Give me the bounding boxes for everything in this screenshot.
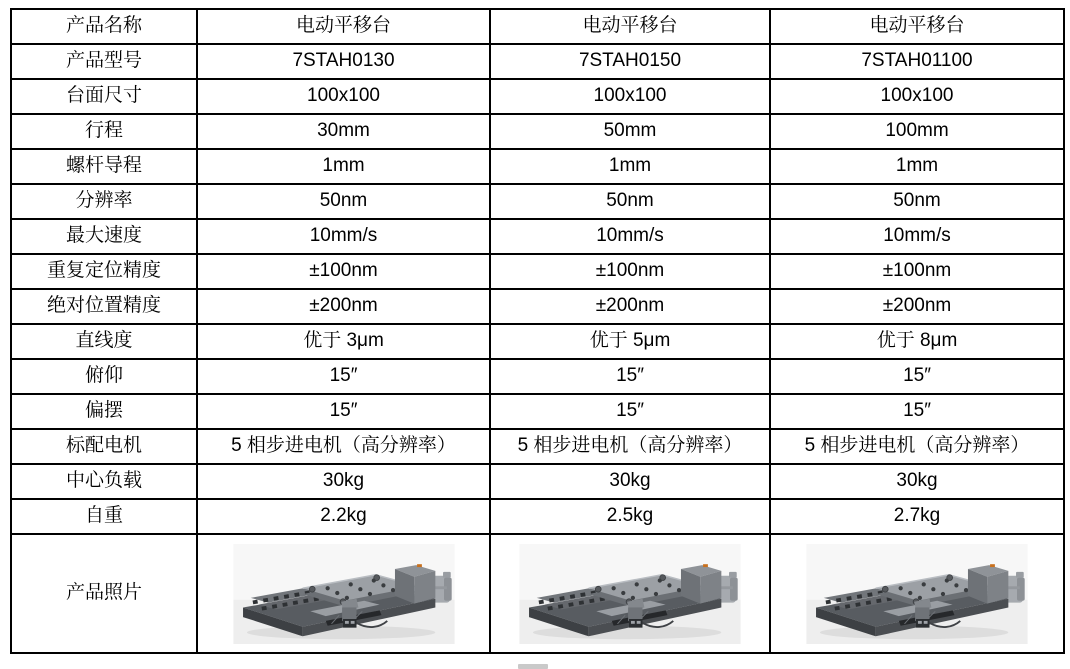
- spec-cell: ±100nm: [197, 254, 490, 289]
- spec-cell: 2.7kg: [770, 499, 1064, 534]
- row-label: 行程: [11, 114, 197, 149]
- spec-cell: 15″: [770, 359, 1064, 394]
- spec-row: [11, 289, 1064, 324]
- spec-cell: 7STAH01100: [770, 44, 1064, 79]
- spec-row: [11, 79, 1064, 114]
- spec-cell: 2.2kg: [197, 499, 490, 534]
- spec-cell: 5 相步进电机（高分辨率）: [770, 429, 1064, 464]
- spec-cell: 7STAH0130: [197, 44, 490, 79]
- spec-cell: 7STAH0150: [490, 44, 770, 79]
- spec-cell: ±100nm: [490, 254, 770, 289]
- spec-cell: 1mm: [770, 149, 1064, 184]
- spec-cell: 优于 3μm: [197, 324, 490, 359]
- spec-cell: 15″: [197, 394, 490, 429]
- spec-row: [11, 254, 1064, 289]
- spec-cell: 30mm: [197, 114, 490, 149]
- row-label: 产品照片: [11, 534, 197, 653]
- photo-row: [11, 534, 1064, 653]
- product-photo: [232, 544, 456, 644]
- spec-cell: ±200nm: [197, 289, 490, 324]
- row-label: 台面尺寸: [11, 79, 197, 114]
- row-label: 产品名称: [11, 9, 197, 44]
- spec-cell: 30kg: [770, 464, 1064, 499]
- spec-cell: 100mm: [770, 114, 1064, 149]
- row-label: 俯仰: [11, 359, 197, 394]
- spec-row: [11, 324, 1064, 359]
- spec-row: [11, 429, 1064, 464]
- spec-cell: 100x100: [770, 79, 1064, 114]
- spec-cell: 30kg: [197, 464, 490, 499]
- spec-cell: 优于 5μm: [490, 324, 770, 359]
- spec-cell: 100x100: [197, 79, 490, 114]
- product-photo-cell: [770, 534, 1064, 653]
- product-photo: [518, 544, 742, 644]
- spec-row: [11, 464, 1064, 499]
- spec-cell: 电动平移台: [197, 9, 490, 44]
- row-label: 最大速度: [11, 219, 197, 254]
- spec-cell: 电动平移台: [770, 9, 1064, 44]
- spec-cell: 30kg: [490, 464, 770, 499]
- spec-row: [11, 394, 1064, 429]
- spec-row: [11, 44, 1064, 79]
- spec-row: [11, 149, 1064, 184]
- product-photo-cell: [197, 534, 490, 653]
- product-photo: [805, 544, 1029, 644]
- spec-cell: 15″: [197, 359, 490, 394]
- product-spec-table: [10, 8, 1065, 654]
- spec-cell: 5 相步进电机（高分辨率）: [490, 429, 770, 464]
- spec-cell: 优于 8μm: [770, 324, 1064, 359]
- spec-cell: 50nm: [490, 184, 770, 219]
- row-label: 自重: [11, 499, 197, 534]
- spec-cell: 电动平移台: [490, 9, 770, 44]
- row-label: 分辨率: [11, 184, 197, 219]
- cropped-caption-artifact: [518, 664, 548, 669]
- row-label: 产品型号: [11, 44, 197, 79]
- spec-cell: 15″: [490, 394, 770, 429]
- spec-row: [11, 359, 1064, 394]
- spec-row: [11, 499, 1064, 534]
- spec-cell: 5 相步进电机（高分辨率）: [197, 429, 490, 464]
- row-label: 中心负载: [11, 464, 197, 499]
- row-label: 偏摆: [11, 394, 197, 429]
- row-label: 直线度: [11, 324, 197, 359]
- row-label: 重复定位精度: [11, 254, 197, 289]
- spec-cell: 10mm/s: [490, 219, 770, 254]
- spec-row: [11, 114, 1064, 149]
- spec-cell: 50nm: [197, 184, 490, 219]
- spec-cell: 1mm: [490, 149, 770, 184]
- row-label: 绝对位置精度: [11, 289, 197, 324]
- spec-cell: ±100nm: [770, 254, 1064, 289]
- spec-cell: 10mm/s: [197, 219, 490, 254]
- row-label: 螺杆导程: [11, 149, 197, 184]
- spec-cell: ±200nm: [770, 289, 1064, 324]
- spec-cell: 10mm/s: [770, 219, 1064, 254]
- spec-cell: ±200nm: [490, 289, 770, 324]
- spec-cell: 15″: [770, 394, 1064, 429]
- spec-cell: 2.5kg: [490, 499, 770, 534]
- row-label: 标配电机: [11, 429, 197, 464]
- spec-row: [11, 9, 1064, 44]
- product-photo-cell: [490, 534, 770, 653]
- spec-cell: 1mm: [197, 149, 490, 184]
- spec-cell: 50mm: [490, 114, 770, 149]
- spec-cell: 50nm: [770, 184, 1064, 219]
- spec-row: [11, 219, 1064, 254]
- spec-cell: 15″: [490, 359, 770, 394]
- spec-row: [11, 184, 1064, 219]
- spec-cell: 100x100: [490, 79, 770, 114]
